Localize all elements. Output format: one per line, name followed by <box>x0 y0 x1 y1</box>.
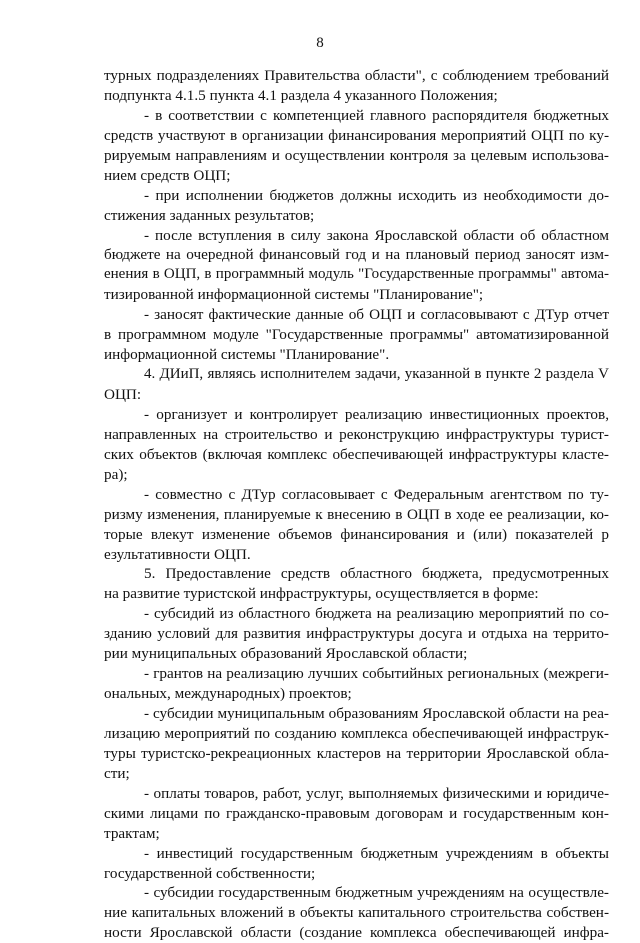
text-line: подпункта 4.1.5 пункта 4.1 раздела 4 указанного Положения; <box>104 86 498 104</box>
text-line: 4. ДИиП, являясь исполнителем задачи, указанной в пункте 2 раздела V <box>144 366 609 383</box>
text-line: - в соответствии с компетенцией главного распорядителя бюджетных <box>144 106 609 124</box>
text-line: ности Ярославской области (создание комплекса обеспечивающей инфра- <box>104 924 609 942</box>
text-line: туры туристско-рекреационных кластеров на территории Ярославской обла- <box>104 744 609 762</box>
text-line: ских объектов (включая комплекс обеспечивающей инфраструктуры класте- <box>104 445 609 463</box>
text-line: 5. Предоставление средств областного бюджета, предусмотренных <box>144 565 609 583</box>
text-line: - грантов на реализацию лучших событийных региональных (межреги- <box>144 665 609 683</box>
text-line: турных подразделениях Правительства области", с соблюдением требований <box>104 67 609 84</box>
document-body <box>104 66 609 943</box>
text-line: езультативности ОЦП. <box>104 545 251 563</box>
text-line: - инвестиций государственным бюджетным учреждениям в объекты <box>144 844 609 862</box>
text-line: направленных на строительство и реконструкцию инфраструктуры турист- <box>104 425 609 443</box>
text-line: рии муниципальных образований Ярославской области; <box>104 645 468 663</box>
text-line: скими лицами по гражданско-правовым договорам и государственным кон- <box>104 804 609 822</box>
text-line: енения в ОЦП, в программный модуль "Государственные программы" автома- <box>104 266 609 283</box>
text-line: трактам; <box>104 824 160 842</box>
text-line: ние капитальных вложений в объекты капитального строительства собствен- <box>104 904 609 922</box>
text-line: ональных, международных) проектов; <box>104 685 352 703</box>
text-line: - заносят фактические данные об ОЦП и согласовывают с ДТур отчет <box>144 306 609 324</box>
text-line: бюджете на очередной финансовый год и на плановый период заносят изм- <box>104 246 609 264</box>
text-line: зданию условий для развития инфраструктуры досуга и отдыха на террито- <box>104 625 609 643</box>
text-line: - субсидий из областного бюджета на реализацию мероприятий по со- <box>144 605 609 623</box>
text-line: средств участвуют в организации финансирования мероприятий ОЦП по ку- <box>104 126 609 144</box>
text-line: сти; <box>104 764 130 782</box>
text-line: на развитие туристской инфраструктуры, осуществляется в форме: <box>104 585 539 603</box>
text-line: - организует и контролирует реализацию инвестиционных проектов, <box>144 405 609 423</box>
text-line: ризму изменения, планируемые к внесению в ОЦП в ходе ее реализации, ко- <box>104 505 609 523</box>
text-line: - субсидии муниципальным образованиям Ярославской области на реа- <box>144 705 609 722</box>
text-line: информационной системы "Планирование". <box>104 346 390 364</box>
text-line: государственной собственности; <box>104 864 316 882</box>
text-line: - оплаты товаров, работ, услуг, выполняемых физическими и юридиче- <box>144 784 609 802</box>
text-line: лизацию мероприятий по созданию комплекса обеспечивающей инфраструк- <box>104 724 609 742</box>
text-line: ОЦП: <box>104 386 142 403</box>
page-number: 8 <box>316 35 324 51</box>
text-line: стижения заданных результатов; <box>104 206 315 224</box>
text-line: ра); <box>104 465 128 483</box>
text-line: - субсидии государственным бюджетным учреждениям на осуществле- <box>144 884 609 902</box>
text-line: торые влекут изменение объемов финансирования и (или) показателей р <box>104 525 609 543</box>
text-line: тизированной информационной системы "Планирование"; <box>104 286 484 304</box>
text-line: - совместно с ДТур согласовывает с Федеральным агентством по ту- <box>144 485 609 503</box>
text-line: нием средств ОЦП; <box>104 166 231 184</box>
text-line: в программном модуле "Государственные программы" автоматизированной <box>104 326 609 344</box>
text-line: - при исполнении бюджетов должны исходить из необходимости до- <box>144 186 609 204</box>
text-line: - после вступления в силу закона Ярославской области об областном <box>144 226 609 244</box>
text-line: рируемым направлениям и осуществлении контроля за целевым использова- <box>104 146 609 164</box>
